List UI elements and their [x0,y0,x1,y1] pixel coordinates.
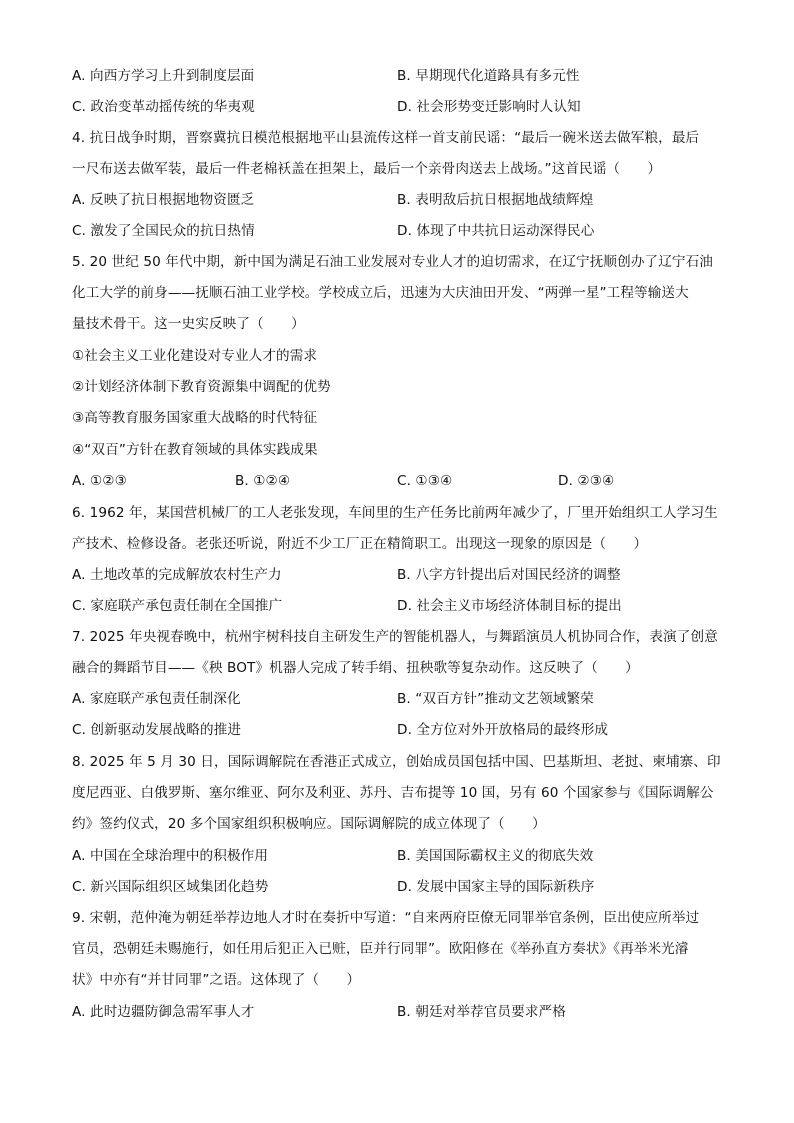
q3-option-c: C. 政治变革动摇传统的华夷观 [72,99,255,115]
q4-option-a: A. 反映了抗日根据地物资匮乏 [72,192,255,208]
q8-option-d: D. 发展中国家主导的国际新秩序 [397,879,595,895]
q6-stem-line-1: 6. 1962 年，某国营机械厂的工人老张发现，车间里的生产任务比前两年减少了，厂里开始组织工人学习生 [72,505,718,521]
q5-item-2: ②计划经济体制下教育资源集中调配的优势 [72,379,331,395]
q8-option-a: A. 中国在全球治理中的积极作用 [72,848,269,864]
q3-option-b: B. 早期现代化道路具有多元性 [397,68,580,84]
q5-option-d: D. ②③④ [558,473,615,489]
q7-stem-line-1: 7. 2025 年央视春晚中，杭州宇树科技自主研发生产的智能机器人，与舞蹈演员人机协同合作，表演了创意 [72,629,718,645]
q6-stem-line-2: 产技术、检修设备。老张还听说，附近不少工厂正在精简职工。出现这一现象的原因是（ ） [72,536,648,552]
q7-stem-line-2: 融合的舞蹈节目——《秧 BOT》机器人完成了转手绢、扭秧歌等复杂动作。这反映了（ ） [72,660,639,676]
q8-stem-line-1: 8. 2025 年 5 月 30 日，国际调解院在香港正式成立，创始成员国包括中国、巴基斯坦、老挝、柬埔寨、印 [72,754,721,770]
q9-stem-line-3: 状》中亦有“并甘同罪”之语。这体现了（ ） [72,972,361,988]
q9-option-b: B. 朝廷对举荐官员要求严格 [397,1004,566,1020]
q8-stem-line-2: 度尼西亚、白俄罗斯、塞尔维亚、阿尔及利亚、苏丹、吉布提等 10 国，另有 60 个国家参与《国际调解公 [72,785,714,801]
q8-option-b: B. 美国国际霸权主义的彻底失效 [397,848,594,864]
q7-option-a: A. 家庭联产承包责任制深化 [72,691,241,707]
q3-option-a: A. 向西方学习上升到制度层面 [72,68,255,84]
q7-option-b: B. “双百方针”推动文艺领域繁荣 [397,691,594,707]
q5-stem-line-3: 量技术骨干。这一史实反映了（ ） [72,316,305,332]
q6-option-b: B. 八字方针提出后对国民经济的调整 [397,567,621,583]
q8-option-c: C. 新兴国际组织区域集团化趋势 [72,879,269,895]
q5-item-1: ①社会主义工业化建设对专业人才的需求 [72,348,318,364]
q9-stem-line-2: 官员，恐朝廷未赐施行，如任用后犯正入已赃，臣并行同罪”。欧阳修在《举孙直方奏状》《再举米光濬 [72,941,689,957]
q5-item-4: ④“双百”方针在教育领域的具体实践成果 [72,442,318,458]
q7-option-c: C. 创新驱动发展战略的推进 [72,722,242,738]
q7-option-d: D. 全方位对外开放格局的最终形成 [397,722,609,738]
q5-stem-line-2: 化工大学的前身——抚顺石油工业学校。学校成立后，迅速为大庆油田开发、“两弹一星”工程等输送大 [72,285,689,301]
q5-option-b: B. ①②④ [235,473,291,489]
q5-option-a: A. ①②③ [72,473,127,489]
q4-option-b: B. 表明敌后抗日根据地战绩辉煌 [397,192,594,208]
q8-stem-line-3: 约》签约仪式，20 多个国家组织积极响应。国际调解院的成立体现了（ ） [72,816,546,832]
q6-option-a: A. 土地改革的完成解放农村生产力 [72,567,282,583]
q4-option-d: D. 体现了中共抗日运动深得民心 [397,223,595,239]
q6-option-d: D. 社会主义市场经济体制目标的提出 [397,598,622,614]
q5-item-3: ③高等教育服务国家重大战略的时代特征 [72,410,318,426]
q9-option-a: A. 此时边疆防御急需军事人才 [72,1004,255,1020]
q5-stem-line-1: 5. 20 世纪 50 年代中期，新中国为满足石油工业发展对专业人才的迫切需求，在辽宁抚顺创办了辽宁石油 [72,254,713,270]
q4-option-c: C. 激发了全国民众的抗日热情 [72,223,255,239]
q4-stem-line-2: 一尺布送去做军装，最后一件老棉袄盖在担架上，最后一个亲骨肉送去上战场。”这首民谣（ ） [72,161,662,177]
q5-option-c: C. ①③④ [397,473,453,489]
q4-stem-line-1: 4. 抗日战争时期，晋察冀抗日模范根据地平山县流传这样一首支前民谣：“最后一碗米送去做军粮，最后 [72,130,700,146]
q6-option-c: C. 家庭联产承包责任制在全国推广 [72,598,283,614]
q9-stem-line-1: 9. 宋朝，范仲淹为朝廷举荐边地人才时在奏折中写道：“自来两府臣僚无同罪举官条例，臣出使应所举过 [72,910,700,926]
q3-option-d: D. 社会形势变迁影响时人认知 [397,99,581,115]
